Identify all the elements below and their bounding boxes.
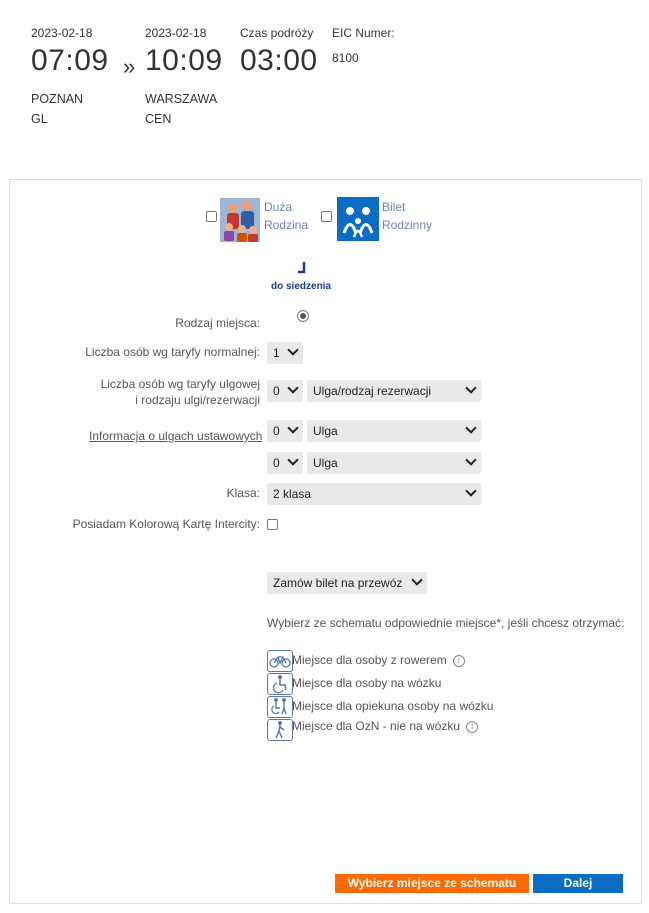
next-button[interactable]: Dalej xyxy=(533,874,623,893)
large-family-label[interactable] xyxy=(264,198,308,234)
reduced-type-select[interactable] xyxy=(307,380,481,402)
arrival-station-line1: WARSZAWA xyxy=(145,92,218,106)
facility-walking-disabled-label: Miejsce dla OzN - nie na wózku xyxy=(292,719,461,733)
chevron-down-icon xyxy=(287,344,298,355)
arrival-station xyxy=(145,89,217,129)
direction-separator: » xyxy=(123,54,136,79)
departure-date: 2023-02-18 xyxy=(31,26,93,40)
chevron-down-icon xyxy=(465,454,476,465)
discount2-type-select[interactable] xyxy=(307,452,481,474)
schema-hint: Wybierz ze schematu odpowiednie miejsce*, jeśli chcesz otrzymać: xyxy=(267,616,625,630)
statutory-discounts-link[interactable]: Informacja o ulgach ustawowych xyxy=(89,429,263,443)
discount1-count-value: 0 xyxy=(273,424,280,438)
duration-label: Czas podróży xyxy=(240,26,314,40)
family-ticket-checkbox[interactable] xyxy=(321,211,332,222)
large-family-label-line1: Duża xyxy=(264,200,293,214)
departure-time: 07:09 xyxy=(31,44,109,77)
facility-wheelchair xyxy=(292,676,441,690)
eic-value: 8100 xyxy=(332,51,359,65)
chevron-down-icon xyxy=(411,574,422,585)
class-select[interactable] xyxy=(267,483,481,505)
normal-tariff-value: 1 xyxy=(273,346,280,360)
facility-caregiver xyxy=(292,699,493,713)
large-family-logo-icon xyxy=(220,198,260,242)
facility-bicycle-label: Miejsce dla osoby z rowerem xyxy=(292,653,447,667)
caregiver-icon xyxy=(267,696,293,718)
walking-disabled-icon xyxy=(267,719,293,741)
discount1-count-select[interactable] xyxy=(267,420,303,442)
seat-type-caption: do siedzenia xyxy=(271,281,332,292)
eic-label: EIC Numer: xyxy=(332,26,395,40)
info-icon[interactable]: i xyxy=(453,655,465,667)
departure-station-line1: POZNAN xyxy=(31,92,84,106)
chevron-down-icon xyxy=(287,382,298,393)
discount1-type-value: Ulga xyxy=(313,424,338,438)
departure-station-line2: GL xyxy=(31,112,48,126)
discount2-count-select[interactable] xyxy=(267,452,303,474)
family-ticket-label-line2: Rodzinny xyxy=(382,218,433,232)
family-ticket-label[interactable] xyxy=(382,198,432,234)
seat-icon xyxy=(297,261,307,273)
duration-value: 03:00 xyxy=(240,44,318,77)
reduced-tariff-label-line1: Liczba osób wg taryfy ulgowej xyxy=(100,377,260,391)
facility-caregiver-label: Miejsce dla opiekuna osoby na wózku xyxy=(292,699,494,713)
info-icon[interactable]: i xyxy=(466,721,478,733)
reduced-type-value: Ulga/rodzaj rezerwacji xyxy=(313,384,432,398)
wheelchair-icon xyxy=(267,673,293,695)
reduced-tariff-label-line2: i rodzaju ulgi/rezerwacji xyxy=(135,393,260,407)
chevron-down-icon xyxy=(287,422,298,433)
chevron-down-icon xyxy=(465,382,476,393)
seat-type-radio[interactable] xyxy=(297,310,309,322)
facility-bicycle xyxy=(292,653,465,667)
facility-wheelchair-label: Miejsce dla osoby na wózku xyxy=(292,676,442,690)
reduced-tariff-label xyxy=(40,376,260,408)
chevron-down-icon xyxy=(465,422,476,433)
arrival-station-line2: CEN xyxy=(145,112,172,126)
family-ticket-icon xyxy=(337,197,379,241)
class-label: Klasa: xyxy=(226,486,260,500)
arrival-date: 2023-02-18 xyxy=(145,26,207,40)
discount1-type-select[interactable] xyxy=(307,420,481,442)
large-family-checkbox[interactable] xyxy=(206,211,217,222)
bicycle-icon xyxy=(267,650,293,672)
discount2-count-value: 0 xyxy=(273,456,280,470)
chevron-down-icon xyxy=(465,485,476,496)
large-family-label-line2: Rodzina xyxy=(264,218,309,232)
arrival-time: 10:09 xyxy=(145,44,223,77)
reduced-count-value: 0 xyxy=(273,384,280,398)
discount2-type-value: Ulga xyxy=(313,456,338,470)
normal-tariff-select[interactable] xyxy=(267,342,303,364)
normal-tariff-label: Liczba osób wg taryfy normalnej: xyxy=(85,345,260,359)
class-value: 2 klasa xyxy=(273,487,312,501)
seat-type-label: Rodzaj miejsca: xyxy=(175,316,260,330)
intercity-card-checkbox[interactable] xyxy=(267,519,278,530)
family-ticket-label-line1: Bilet xyxy=(382,200,406,214)
intercity-card-label: Posiadam Kolorową Kartę Intercity: xyxy=(72,517,260,531)
departure-station xyxy=(31,89,83,129)
choose-seat-from-schema-button[interactable]: Wybierz miejsce ze schematu xyxy=(335,874,529,893)
transport-ticket-select[interactable] xyxy=(267,572,427,594)
facility-walking-disabled xyxy=(292,719,478,733)
chevron-down-icon xyxy=(287,454,298,465)
transport-ticket-value: Zamów bilet na przewóz xyxy=(273,576,403,590)
reduced-count-select[interactable] xyxy=(267,380,303,402)
